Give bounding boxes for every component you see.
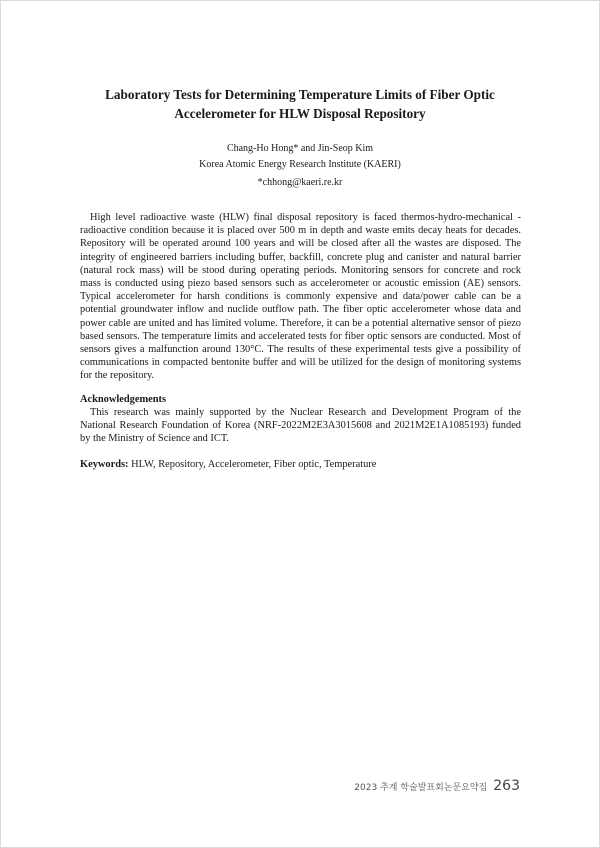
page-number: 263 [493,778,520,794]
page-footer [354,778,520,794]
author-email: *chhong@kaeri.re.kr [257,177,343,188]
abstract-paragraph: High level radioactive waste (HLW) final disposal repository is faced thermos-hydro-mechanical - radioactive condition because it is placed over 500 m in depth and waste emits decay heats for decades. Repository will be operated around 100 years and will be closed after all the wastes are disposed. The integrity of engineered barriers including buffer, backfill, concrete plug and canister and natural barrier (natural rock mass) will be stood during operating periods. Monitoring sensors for concrete and rock mass is conducted using piezo based sensors such as accelerometer or acoustic emission (AE) sensors. Typical accelerometer for harsh conditions is commonly expensive and data/power cable can be a potential groundwater inflow and nuclide outflow path. The fiber optic accelerometer whose data and power cable are united and has limited volume. Therefore, it can be a potential alternative sensor of piezo based sensors. The temperature limits and accelerated tests for fiber optic sensors are conducted. Most of sensors gives a malfunction around 130°C. The results of these experimental tests give a possibility of communications in compacted bentonite buffer and will be utilized for the design of monitoring systems for the repository. [80,212,521,382]
keywords-label: Keywords: [80,459,129,470]
keywords-list: HLW, Repository, Accelerometer, Fiber optic, Temperature [131,459,377,470]
title-line-2: Accelerometer for HLW Disposal Repository [174,106,426,121]
affiliation: Korea Atomic Energy Research Institute (KAERI) [199,159,401,170]
keywords-line [80,458,521,471]
acknowledgements-body: This research was mainly supported by the Nuclear Research and Development Program of the National Research Foundation of Korea (NRF-2022M2E3A3015608 and 2021M2E1A1085193) funded by the Ministry of Science and ICT. [80,407,521,445]
title-line-1: Laboratory Tests for Determining Temperature Limits of Fiber Optic [105,87,495,102]
proceedings-title: 2023 추계 학술발표회논문요약집 [354,783,488,793]
acknowledgements-heading: Acknowledgements [80,394,167,405]
paper-title [40,85,560,123]
authors: Chang-Ho Hong* and Jin-Seop Kim [226,143,374,154]
